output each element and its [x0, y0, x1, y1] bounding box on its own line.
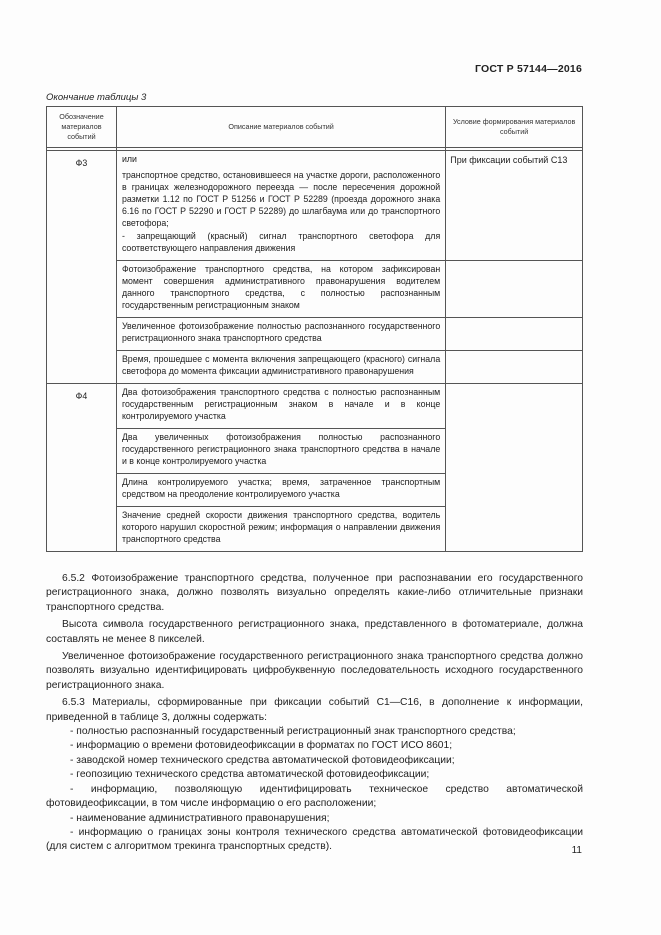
paragraph: 6.5.2 Фотоизображение транспортного средства, полученное при распознавании его государственного регистрационного знака, должно позволять визуально определять какие-либо отличительные признаки транспортного средства.: [46, 573, 583, 613]
standard-designation: ГОСТ Р 57144—2016: [474, 63, 582, 75]
paragraph: 6.5.3 Материалы, сформированные при фиксации событий С1—С16, в дополнение к информации, приведенной в таблице 3, должны содержать:: [46, 697, 583, 723]
description-cell: [116, 384, 445, 429]
body-text: [46, 572, 583, 855]
list-item: - полностью распознанный государственный регистрационный знак транспортного средства;: [70, 726, 516, 738]
description-cell: [116, 351, 445, 384]
col-header-condition: Условие формирования материалов событий: [446, 107, 583, 148]
list-item: - наименование административного правонарушения;: [70, 812, 330, 824]
table-row: [47, 151, 583, 261]
condition-cell: [446, 384, 583, 552]
table-row: [47, 351, 583, 384]
description-text: Длина контролируемого участка; время, затраченное транспортным средством на преодоление контролируемого участка: [121, 477, 441, 499]
description-text: Два увеличенных фотоизображения полностью распознанного государственного регистрационного знака транспортного средства в начале и в конце контролируемого участка: [121, 432, 441, 466]
description-text: Значение средней скорости движения транспортного средства, водитель которого нарушил скоростной режим; информация о направлении движения транспортного средства: [121, 510, 441, 544]
list-item: - информацию о границах зоны контроля технического средства автоматической фотовидеофиксации (для систем с алгоритмом трекинга транспортных средств).: [46, 826, 583, 853]
paragraph: Высота символа государственного регистрационного знака, представленного в фотоматериале, должна составлять не менее 8 пикселей.: [46, 619, 583, 645]
table-caption: Окончание таблицы 3: [46, 92, 147, 103]
description-cell: [116, 318, 445, 351]
description-cell: [116, 261, 445, 318]
col-header-description: Описание материалов событий: [116, 107, 445, 148]
description-cell: [116, 474, 445, 507]
description-text: Увеличенное фотоизображение полностью распознанного государственного регистрационного знака транспортного средства: [121, 321, 441, 343]
materials-table: [46, 106, 583, 552]
table-row: [47, 318, 583, 351]
description-cell: [116, 151, 445, 261]
page-number: 11: [571, 845, 582, 856]
list-item: - информацию о времени фотовидеофиксации в форматах по ГОСТ ИСО 8601;: [70, 740, 453, 752]
description-cell: [116, 429, 445, 474]
condition-cell: [446, 351, 583, 384]
table-row: [47, 261, 583, 318]
description-text: транспортное средство, остановившееся на участке дороги, расположенного в границах железнодорожного переезда — после пересечения дорожной разметки 1.12 по ГОСТ Р 51256 и ГОСТ Р 52289 (проезда дорожного знака 6.16 по ГОСТ Р 52290 и ГОСТ Р 52289) до шлагбаума или до транспортного светофора;: [121, 170, 441, 228]
condition-cell: При фиксации событий С13: [446, 151, 583, 261]
description-text: Фотоизображение транспортного средства, на котором зафиксирован момент совершения административного правонарушения водителем данного транспортного средства, с полностью распознанным государственным регистрационным знаком: [121, 264, 441, 310]
event-code: Ф4: [47, 384, 117, 552]
list-item: - информацию, позволяющую идентифицировать техническое средство автоматической фотовидеофиксации, в том числе информацию о его расположении;: [46, 783, 583, 810]
description-cell: [116, 507, 445, 552]
list-item: - геопозицию технического средства автоматической фотовидеофиксации;: [70, 769, 430, 781]
col-header-code: Обозначение материалов событий: [47, 107, 117, 148]
description-text: - запрещающий (красный) сигнал транспортного светофора для соответствующего направления движения: [121, 231, 441, 253]
list-item: - заводской номер технического средства автоматической фотовидеофиксации;: [70, 754, 455, 766]
table-row: [47, 384, 583, 429]
condition-cell: [446, 261, 583, 318]
description-text: Время, прошедшее с момента включения запрещающего (красного) сигнала светофора до момента фиксации административного правонарушения: [121, 354, 441, 376]
condition-cell: [446, 318, 583, 351]
description-text: Два фотоизображения транспортного средства с полностью распознанным государственным регистрационным знаком в начале и в конце контролируемого участка: [121, 387, 441, 421]
paragraph: Увеличенное фотоизображение государственного регистрационного знака транспортного средства должно позволять визуально идентифицировать цифробуквенную последовательность исходного государственного регистрационного знака.: [46, 651, 583, 691]
event-code: Ф3: [47, 151, 117, 384]
description-text: или: [121, 154, 137, 164]
